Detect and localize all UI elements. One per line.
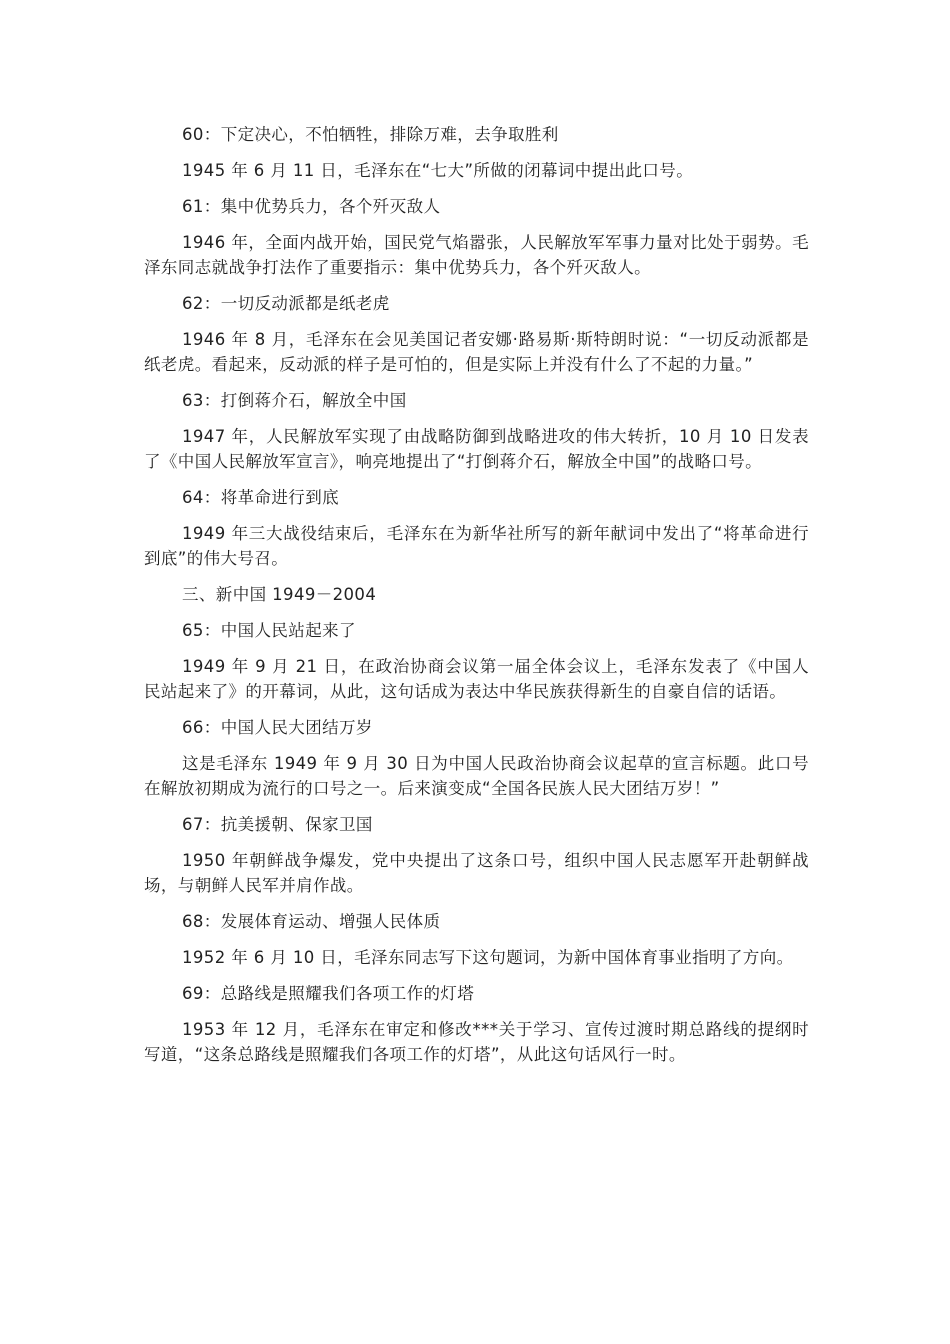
heading-60: 60：下定决心，不怕牺牲，排除万难，去争取胜利 [182, 125, 559, 144]
heading-64: 64：将革命进行到底 [182, 488, 339, 507]
body-paragraph-62: 1946 年 8 月，毛泽东在会见美国记者安娜·路易斯·斯特朗时说：“一切反动派都是纸老虎。看起来，反动派的样子是可怕的，但是实际上并没有什么了不起的力量。” [144, 330, 809, 374]
body-paragraph-66: 这是毛泽东 1949 年 9 月 30 日为中国人民政治协商会议起草的宣言标题。此口号在解放初期成为流行的口号之一。后来演变成“全国各民族人民大团结万岁！” [144, 754, 809, 798]
heading-65: 65：中国人民站起来了 [182, 621, 356, 640]
heading-66: 66：中国人民大团结万岁 [182, 718, 373, 737]
body-paragraph-64: 1949 年三大战役结束后，毛泽东在为新华社所写的新年献词中发出了“将革命进行到底”的伟大号召。 [144, 524, 809, 568]
heading-61: 61：集中优势兵力，各个歼灭敌人 [182, 197, 441, 216]
body-paragraph-63: 1947 年，人民解放军实现了由战略防御到战略进攻的伟大转折，10 月 10 日发表了《中国人民解放军宣言》，响亮地提出了“打倒蒋介石，解放全中国”的战略口号。 [144, 427, 809, 471]
body-paragraph-61: 1946 年，全面内战开始，国民党气焰嚣张，人民解放军军事力量对比处于弱势。毛泽东同志就战争打法作了重要指示：集中优势兵力，各个歼灭敌人。 [144, 233, 809, 277]
heading-67: 67：抗美援朝、保家卫国 [182, 815, 373, 834]
body-paragraph-65: 1949 年 9 月 21 日，在政治协商会议第一届全体会议上，毛泽东发表了《中国人民站起来了》的开幕词，从此，这句话成为表达中华民族获得新生的自豪自信的话语。 [144, 657, 809, 701]
heading-69: 69：总路线是照耀我们各项工作的灯塔 [182, 984, 475, 1003]
section-heading: 三、新中国 1949－2004 [182, 585, 377, 604]
heading-63: 63：打倒蒋介石，解放全中国 [182, 391, 407, 410]
body-paragraph-68: 1952 年 6 月 10 日，毛泽东同志写下这句题词，为新中国体育事业指明了方向。 [182, 948, 794, 967]
body-paragraph-60: 1945 年 6 月 11 日，毛泽东在“七大”所做的闭幕词中提出此口号。 [182, 161, 694, 180]
heading-62: 62：一切反动派都是纸老虎 [182, 294, 390, 313]
body-paragraph-69: 1953 年 12 月，毛泽东在审定和修改***关于学习、宣传过渡时期总路线的提纲时写道，“这条总路线是照耀我们各项工作的灯塔”，从此这句话风行一时。 [144, 1020, 809, 1064]
document-page [144, 122, 809, 1078]
body-paragraph-67: 1950 年朝鲜战争爆发，党中央提出了这条口号，组织中国人民志愿军开赴朝鲜战场，与朝鲜人民军并肩作战。 [144, 851, 809, 895]
heading-68: 68：发展体育运动、增强人民体质 [182, 912, 441, 931]
